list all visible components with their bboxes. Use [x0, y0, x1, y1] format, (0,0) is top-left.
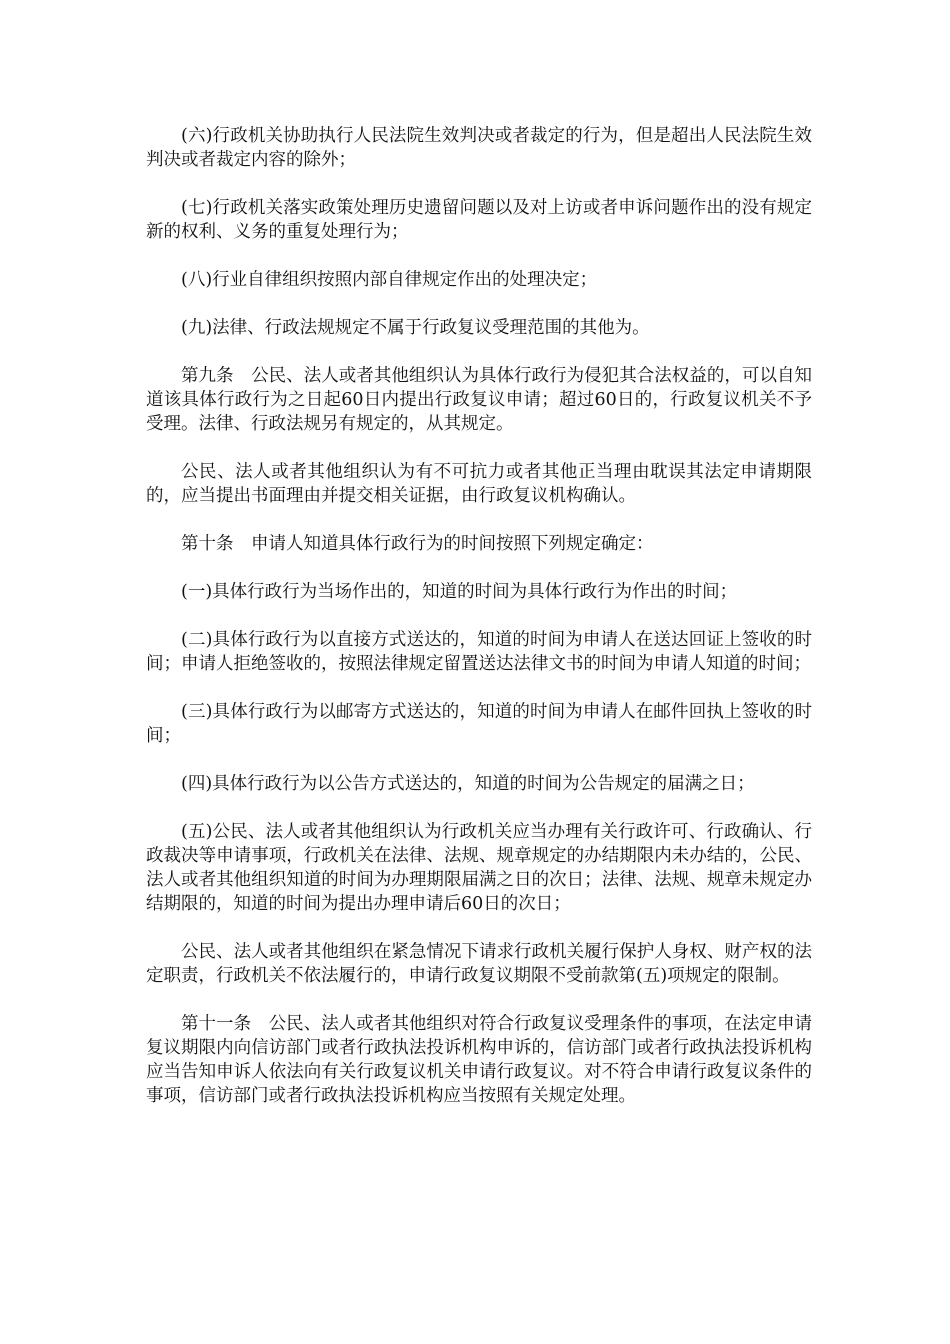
clause-9-paragraph: (九)法律、行政法规规定不属于行政复议受理范围的其他为。 [181, 318, 650, 338]
clause-8-paragraph: (八)行业自律组织按照内部自律规定作出的处理决定； [181, 270, 598, 290]
article-10-paragraph: 第十条 申请人知道具体行政行为的时间按照下列规定确定： [181, 534, 654, 554]
article-10-supplement-paragraph: 公民、法人或者其他组织在紧急情况下请求行政机关履行保护人身权、财产权的法定职责，行政机关不依法履行的，申请行政复议期限不受前款第(五)项规定的限制。 [146, 942, 812, 986]
article-11-paragraph: 第十一条 公民、法人或者其他组织对符合行政复议受理条件的事项，在法定申请复议期限内向信访部门或者行政执法投诉机构申诉的，信访部门或者行政执法投诉机构应当告知申诉人依法向有关行政复议机关申请行政复议。对不符合申请行政复议条件的事项，信访部门或者行政执法投诉机构应当按照有关规定处理。 [146, 1014, 812, 1106]
clause-6-paragraph: (六)行政机关协助执行人民法院生效判决或者裁定的行为，但是超出人民法院生效判决或者裁定内容的除外； [146, 126, 812, 170]
article-9-supplement-paragraph: 公民、法人或者其他组织认为有不可抗力或者其他正当理由耽误其法定申请期限的，应当提出书面理由并提交相关证据，由行政复议机构确认。 [146, 462, 812, 506]
article-10-item-3-paragraph: (三)具体行政行为以邮寄方式送达的，知道的时间为申请人在邮件回执上签收的时间； [146, 702, 812, 746]
article-10-item-4-paragraph: (四)具体行政行为以公告方式送达的，知道的时间为公告规定的届满之日； [181, 774, 755, 794]
document-body [146, 124, 812, 1132]
article-10-item-1-paragraph: (一)具体行政行为当场作出的，知道的时间为具体行政行为作出的时间； [181, 582, 738, 602]
article-9-paragraph: 第九条 公民、法人或者其他组织认为具体行政行为侵犯其合法权益的，可以自知道该具体行政行为之日起60日内提出行政复议申请；超过60日的，行政复议机关不予受理。法律、行政法规另有规定的，从其规定。 [146, 366, 812, 434]
clause-7-paragraph: (七)行政机关落实政策处理历史遗留问题以及对上访或者申诉问题作出的没有规定新的权利、义务的重复处理行为； [146, 198, 812, 242]
article-10-item-5-paragraph: (五)公民、法人或者其他组织认为行政机关应当办理有关行政许可、行政确认、行政裁决等申请事项，行政机关在法律、法规、规章规定的办结期限内未办结的，公民、法人或者其他组织知道的时间为办理期限届满之日的次日；法律、法规、规章未规定办结期限的，知道的时间为提出办理申请后60日的次日； [146, 822, 812, 914]
article-10-item-2-paragraph: (二)具体行政行为以直接方式送达的，知道的时间为申请人在送达回证上签收的时间；申请人拒绝签收的，按照法律规定留置送达法律文书的时间为申请人知道的时间； [146, 630, 812, 674]
